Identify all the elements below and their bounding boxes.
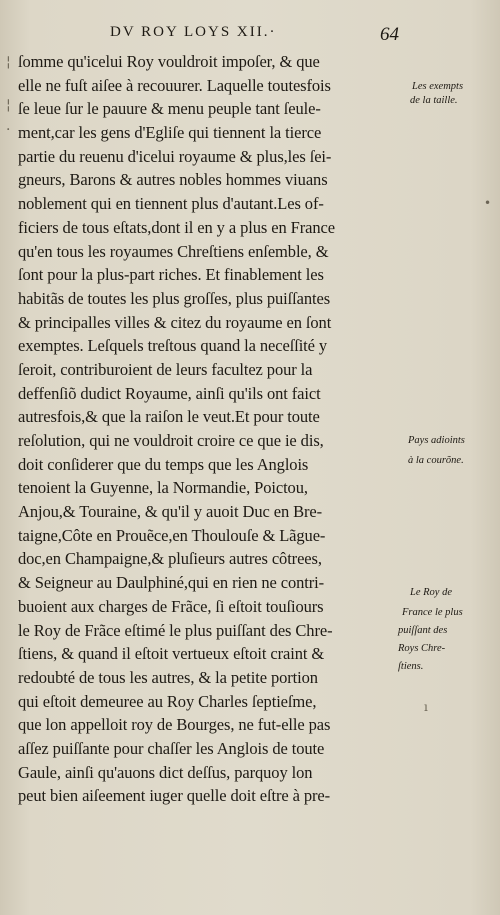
text-line: & Seigneur au Daulphiné,qui en rien ne contri- — [18, 573, 325, 593]
text-line: ment,car les gens d'Egliſe qui tiennent la tierce — [18, 123, 322, 143]
text-line: que lon appelloit roy de Bourges, ne fut-elle pas — [18, 715, 331, 735]
margin-note: puiſſant des — [398, 625, 448, 636]
text-line: Gaule, ainſi qu'auons dict deſſus, parquoy lon — [18, 762, 313, 782]
text-line: ſtiens, & quand il eſtoit vertueux eſtoit craint & — [18, 644, 325, 664]
text-line: ſomme qu'icelui Roy vouldroit impoſer, & que — [18, 52, 320, 71]
text-line: aſſez puiſſante pour chaſſer les Anglois de toute — [18, 738, 325, 758]
text-line: redoubté de tous les autres, & la petite portion — [18, 667, 318, 687]
page-number: 64 — [380, 24, 399, 45]
text-line: exemptes. Leſquels treſtous quand la neceſſité y — [18, 336, 328, 356]
margin-mark: ı — [424, 700, 428, 714]
margin-mark: • — [484, 196, 492, 210]
text-line: elle ne fuſt aiſee à recouurer. Laquelle toutesfois — [18, 75, 331, 95]
text-line: le Roy de Frãce eſtimé le plus puiſſant des Chre- — [18, 620, 333, 640]
text-line: ſe leue ſur le pauure & menu peuple tant ſeule- — [18, 99, 321, 119]
text-line: ficiers de tous eſtats,dont il en y a plus en France — [18, 217, 335, 237]
margin-note: France le plus — [402, 607, 463, 618]
text-line: tenoient la Guyenne, la Normandie, Poictou, — [18, 478, 308, 498]
text-line: buoient aux charges de Frãce, ſi eſtoit touſiours — [18, 596, 324, 616]
text-line: & principalles villes & citez du royaume en ſont — [18, 312, 332, 332]
margin-note: Roys Chre- — [398, 643, 446, 654]
text-line: qu'en tous les royaumes Chreſtiens enſemble, & — [18, 241, 329, 261]
text-line: reſolution, qui ne vouldroit croire ce que ie dis, — [18, 431, 324, 450]
text-line: ſont pour la plus-part riches. Et finablement les — [18, 265, 324, 285]
text-line: autresfois,& que la raiſon le veut.Et pour toute — [18, 407, 320, 427]
margin-note: à la courõne. — [408, 455, 464, 466]
text-line: doit conſiderer que du temps que les Anglois — [18, 454, 309, 474]
margin-note: Les exempts — [412, 81, 464, 92]
body-text — [18, 50, 416, 808]
margin-note: ſtiens. — [398, 661, 424, 672]
text-line: deffenſiõ dudict Royaume, ainſi qu'ils ont faict — [18, 383, 321, 403]
text-line: doc,en Champaigne,& pluſieurs autres côtrees, — [18, 549, 322, 569]
margin-mark: ¦ — [6, 54, 11, 70]
text-line: habitãs de toutes les plus groſſes, plus puiſſantes — [18, 288, 331, 308]
margin-note: Pays adioints — [408, 435, 465, 446]
text-line: taigne,Côte en Prouẽce,en Thoulouſe & Lãgue- — [18, 525, 326, 545]
margin-note: Le Roy de — [410, 587, 452, 598]
margin-mark: ¦ — [6, 97, 11, 113]
text-line: partie du reuenu d'icelui royaume & plus,les ſei- — [18, 146, 332, 166]
text-line: Anjou,& Touraine, & qu'il y auoit Duc en Bre- — [18, 502, 323, 522]
margin-note: de la taille. — [410, 95, 458, 106]
running-title: DV ROY LOYS XII.· — [110, 24, 277, 40]
text-line: gneurs, Barons & autres nobles hommes viuans — [18, 170, 328, 190]
text-line: ſeroit, contriburoient de leurs facultez pour la — [18, 359, 313, 379]
text-line: noblement qui en tiennent plus d'autant.Les of- — [18, 194, 324, 214]
margin-mark: · — [6, 122, 11, 138]
text-line: qui eſtoit demeuree au Roy Charles ſeptieſme, — [18, 691, 317, 711]
text-line: peut bien aiſeement iuger quelle doit eſtre à pre- — [18, 786, 331, 806]
